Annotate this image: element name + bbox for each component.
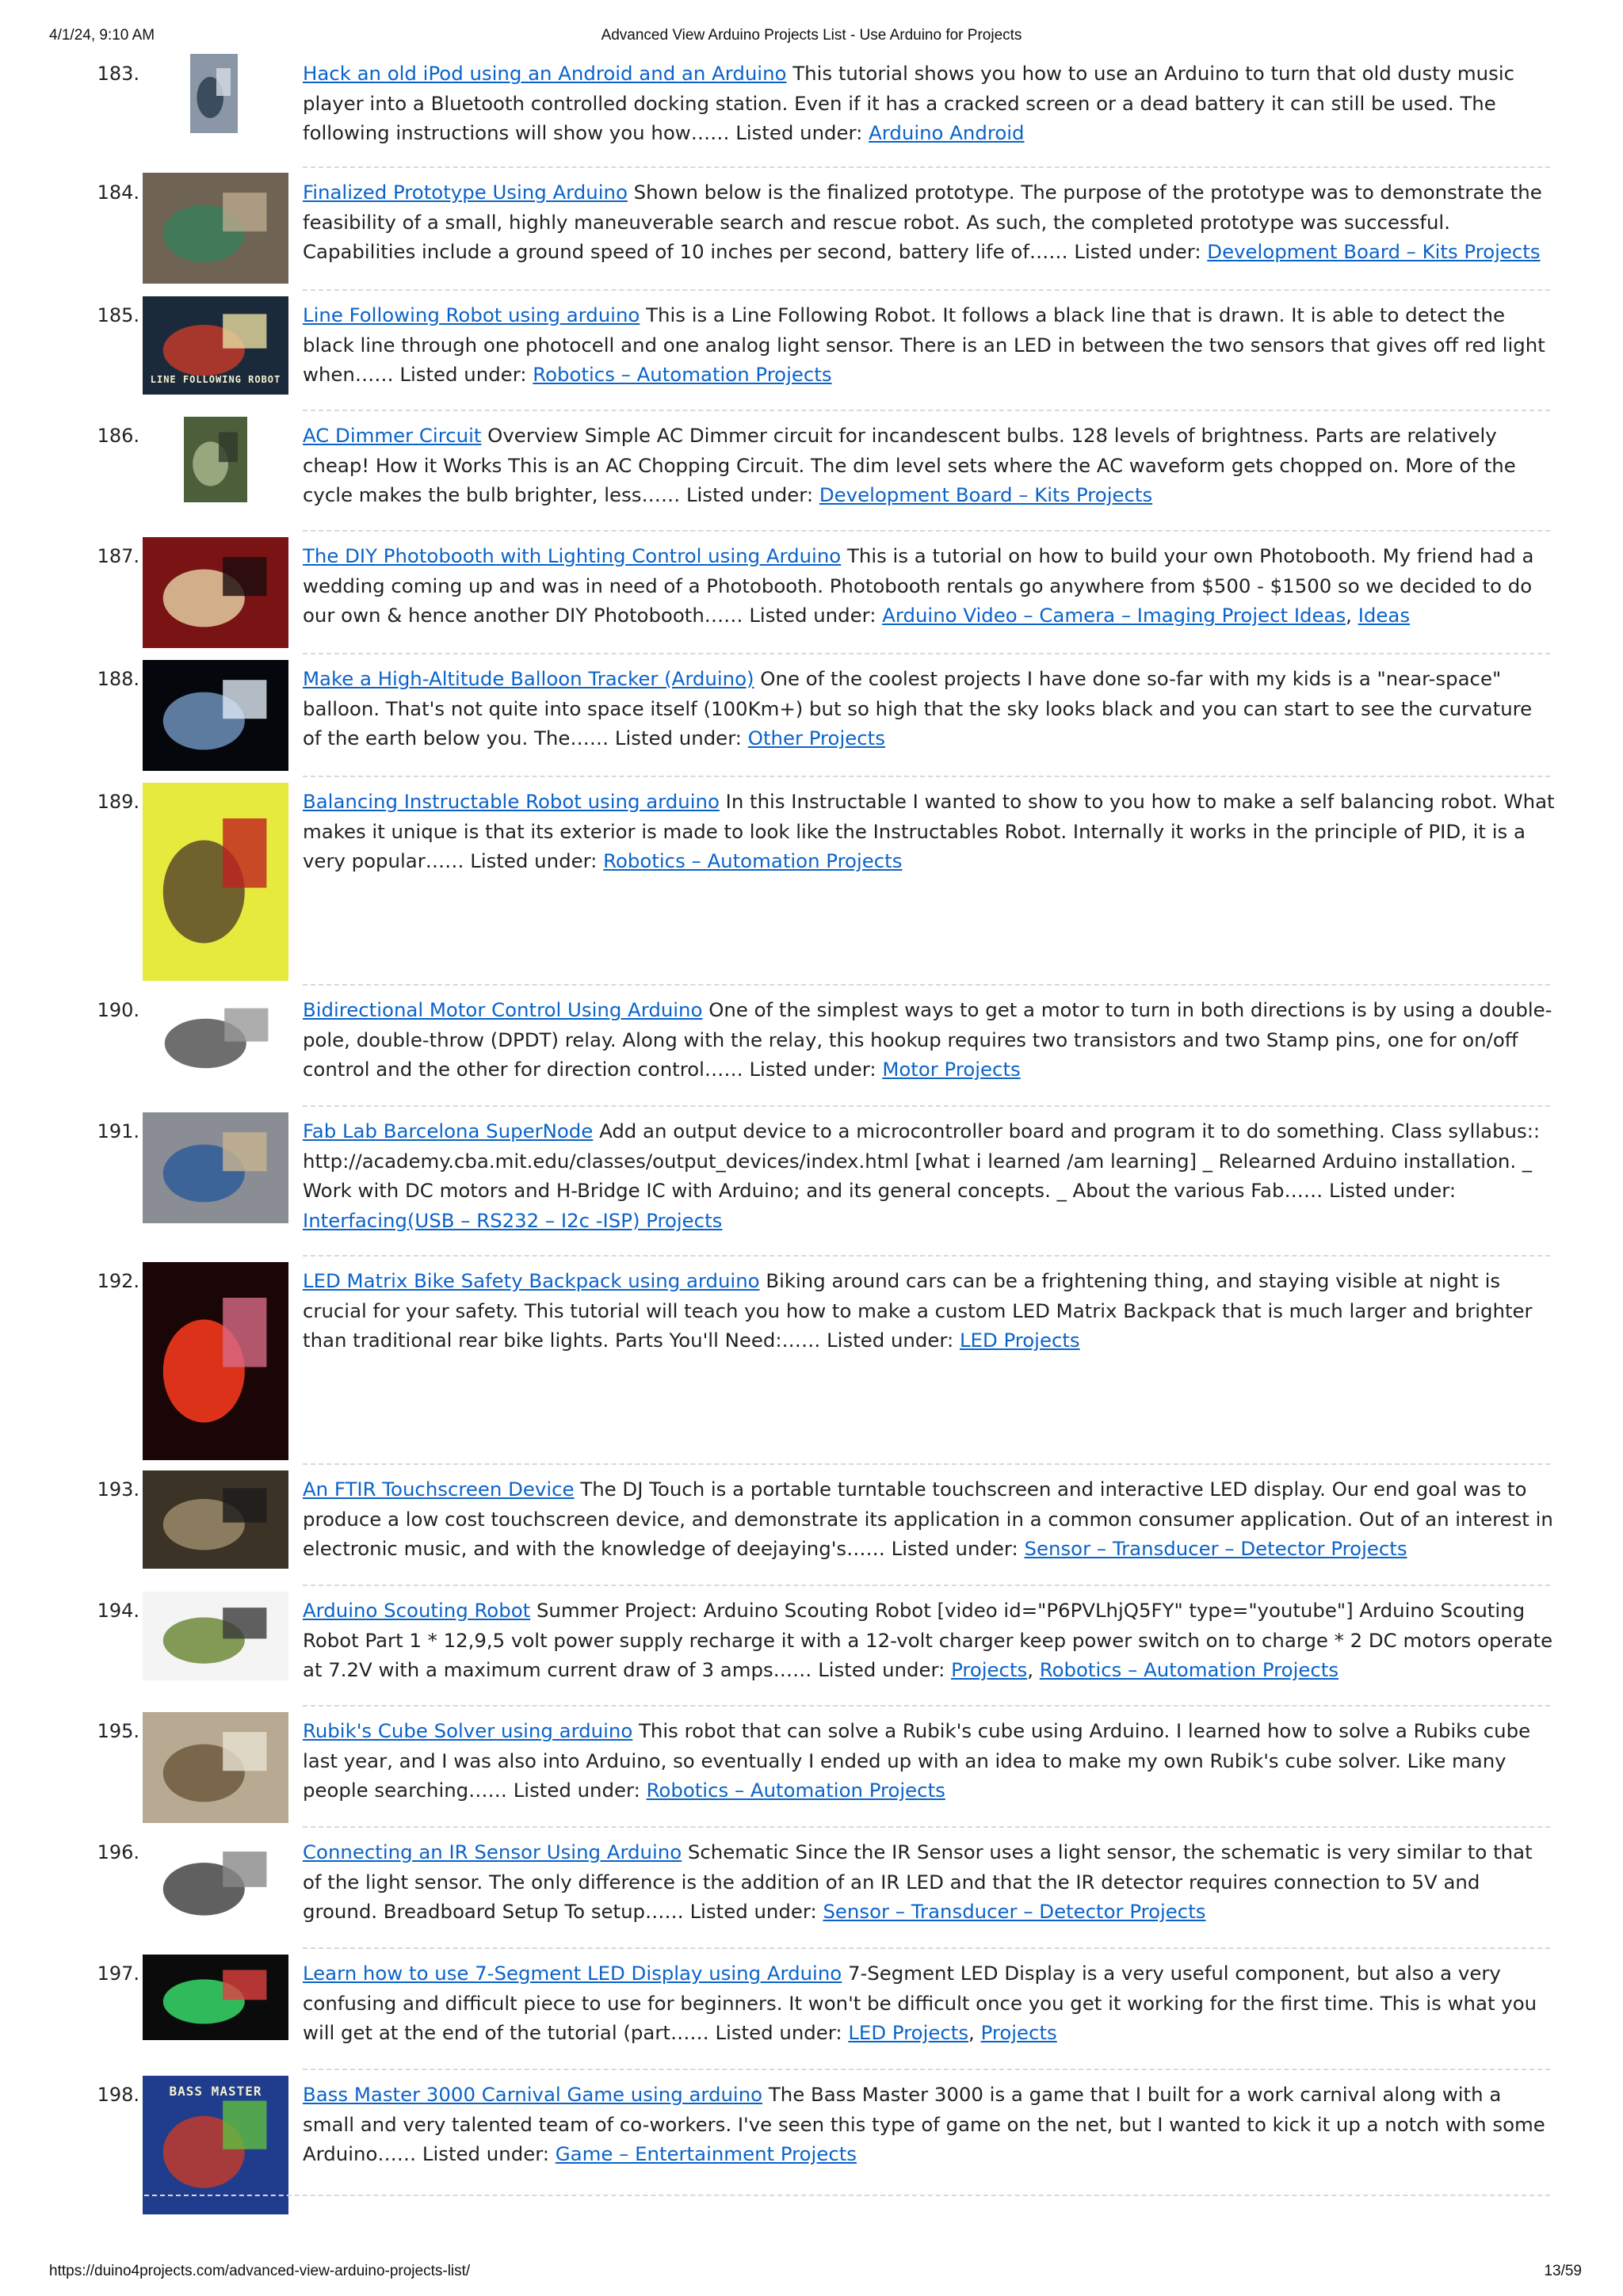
page-title: Advanced View Arduino Projects List - Use Arduino for Projects [601,27,1022,44]
project-description: Add an output device to a microcontroller board and program it to do something. Class syllabus:: http://academy.cba.mit.edu/classes/output_devices/index.html [what i learned /am learning] _ Relearned Arduino installation. _ Work with DC motors and H-Bridge IC with Arduino; and its general concepts. _ About the various Fab…… Listed under: [303,1119,1541,1203]
list-end-divider [144,2195,1550,2196]
item-divider [303,410,1550,411]
category-link[interactable]: Arduino Android [869,121,1025,145]
item-number: 185. [97,304,139,326]
category-link[interactable]: Ideas [1358,604,1411,627]
item-number: 186. [97,425,139,447]
thumbnail-photo [143,1955,288,2040]
project-title-link[interactable]: Make a High-Altitude Balloon Tracker (Arduino) [303,667,754,690]
project-thumbnail[interactable] [143,1833,288,1935]
thumbnail-photo [143,173,288,284]
item-number: 184. [97,181,139,204]
item-divider [303,1947,1550,1949]
category-link[interactable]: Motor Projects [882,1058,1021,1081]
thumbnail-photo [143,1262,288,1460]
item-text [303,1837,1555,1927]
item-number: 191. [97,1120,139,1142]
project-thumbnail[interactable] [143,1112,288,1223]
project-thumbnail[interactable] [143,173,288,284]
project-description: Schematic Since the IR Sensor uses a light sensor, the schematic is very similar to that of the light sensor. The only difference is the addition of an IR LED and that the IR detector requires connection to 5V and ground. Breadboard Setup To setup…… Listed under: [303,1840,1533,1924]
thumbnail-photo [143,783,288,981]
category-link[interactable]: Development Board – Kits Projects [1207,240,1541,264]
item-text [303,1716,1555,1806]
thumbnail-photo [143,537,288,648]
thumbnail-photo [190,54,238,133]
item-number: 183. [97,63,139,85]
thumbnail-photo [143,1470,288,1569]
item-number: 197. [97,1962,139,1985]
project-title-link[interactable]: Bidirectional Motor Control Using Arduino [303,998,703,1021]
thumbnail-photo [184,417,247,502]
item-text [303,1266,1555,1356]
project-title-link[interactable]: LED Matrix Bike Safety Backpack using arduino [303,1269,760,1292]
project-title-link[interactable]: Finalized Prototype Using Arduino [303,181,628,204]
category-link[interactable]: Sensor – Transducer – Detector Projects [1024,1537,1407,1561]
thumbnail-caption: LINE FOLLOWING ROBOT [150,374,281,385]
item-number: 192. [97,1270,139,1292]
category-link[interactable]: Projects [980,2021,1057,2045]
item-text [303,995,1555,1085]
category-link[interactable]: Robotics – Automation Projects [1039,1658,1339,1682]
category-separator: , [1346,604,1358,627]
project-description: One of the coolest projects I have done so-far with my kids is a "near-space" balloon. That's not quite into space itself (100Km+) but so high that the sky looks black and you can start to see the curvature of the earth below you. The…… Listed under: [303,667,1533,750]
page-number: 13/59 [1544,2263,1582,2279]
category-link[interactable]: Development Board – Kits Projects [819,483,1153,507]
project-thumbnail[interactable] [143,537,288,648]
project-thumbnail[interactable] [190,54,238,133]
item-divider [303,1826,1550,1828]
item-divider [303,653,1550,654]
project-title-link[interactable]: Line Following Robot using arduino [303,303,640,326]
project-thumbnail[interactable] [143,296,288,395]
category-link[interactable]: Other Projects [747,727,885,750]
thumbnail-photo [143,1592,288,1680]
item-number: 193. [97,1478,139,1501]
item-divider [303,530,1550,532]
item-text [303,177,1555,267]
item-text [303,1474,1555,1564]
item-divider [303,776,1550,777]
item-text [303,1116,1555,1235]
project-thumbnail[interactable] [143,1262,288,1460]
category-link[interactable]: Robotics – Automation Projects [646,1779,945,1802]
project-title-link[interactable]: Balancing Instructable Robot using arduino [303,790,720,813]
project-description: In this Instructable I wanted to show to you how to make a self balancing robot. What makes it unique is that its exterior is made to look like the Instructables Robot. Internally it works in the principle of PID, it is a very popular…… Listed under: [303,790,1555,873]
item-text [303,1596,1555,1685]
item-text [303,664,1555,753]
project-thumbnail[interactable] [143,1712,288,1823]
project-thumbnail[interactable] [143,1955,288,2040]
item-text [303,787,1555,876]
project-description: This tutorial shows you how to use an Arduino to turn that old dusty music player into a Bluetooth controlled docking station. Even if it has a cracked screen or a dead battery it can still be used. The following instructions will show you how…… Listed under: [303,62,1515,145]
category-link[interactable]: Projects [951,1658,1028,1682]
category-link[interactable]: LED Projects [959,1329,1080,1352]
category-link[interactable]: Interfacing(USB – RS232 – I2c -ISP) Projects [303,1208,723,1232]
item-text [303,541,1555,631]
thumbnail-photo [144,991,290,1086]
project-thumbnail[interactable] [184,417,247,502]
item-divider [303,289,1550,291]
project-thumbnail[interactable] [143,783,288,981]
item-number: 195. [97,1720,139,1742]
item-number: 190. [97,999,139,1021]
item-number: 196. [97,1841,139,1863]
category-link[interactable]: Arduino Video – Camera – Imaging Project Ideas [882,604,1346,627]
item-text [303,421,1555,510]
project-description: Summer Project: Arduino Scouting Robot [video id="P6PVLhjQ5FY" type="youtube"] Arduino Scouting Robot Part 1 * 12,9,5 volt power supply recharge it with a 12-volt charger keep power switch on to charge * 2 DC motors operate at 7.2V with a maximum current draw of 3 amps…… Listed under: [303,1599,1553,1682]
category-link[interactable]: Sensor – Transducer – Detector Projects [823,1900,1206,1924]
project-thumbnail[interactable] [143,1592,288,1680]
item-divider [303,1105,1550,1107]
category-link[interactable]: Robotics – Automation Projects [533,363,832,387]
project-description: One of the simplest ways to get a motor to turn in both directions is by using a double-pole, double-throw (DPDT) relay. Along with the relay, this hookup requires two transistors and two Stamp pins, one for on/off control and the other for direction control…… Listed under: [303,998,1552,1081]
thumbnail-photo [143,1833,288,1935]
category-link[interactable]: LED Projects [848,2021,969,2045]
item-text [303,2080,1555,2169]
project-description: The Bass Master 3000 is a game that I built for a work carnival along with a small and very talented team of co-workers. I've seen this type of game on the net, but I wanted to kick it up a notch with some Arduino…… Listed under: [303,2083,1545,2166]
project-title-link[interactable]: Bass Master 3000 Carnival Game using arduino [303,2083,763,2106]
category-separator: , [968,2021,981,2045]
project-thumbnail[interactable] [144,991,290,1086]
thumbnail-photo [143,1112,288,1223]
project-description: Overview Simple AC Dimmer circuit for incandescent bulbs. 128 levels of brightness. Parts are relatively cheap! How it Works This is an AC Chopping Circuit. The dim level sets where the AC waveform gets chopped on. More of the cycle makes the bulb brighter, less…… Listed under: [303,424,1516,507]
item-number: 198. [97,2084,139,2106]
item-divider [303,1255,1550,1257]
project-description: Biking around cars can be a frightening thing, and staying visible at night is crucial for your safety. This tutorial will teach you how to make a custom LED Matrix Backpack that is much larger and brighter than traditional rear bike lights. Parts You'll Need:…… Listed under: [303,1269,1533,1352]
thumbnail-photo [143,1712,288,1823]
category-link[interactable]: Robotics – Automation Projects [603,849,903,873]
item-divider [303,166,1550,168]
item-text [303,1958,1555,2048]
item-divider [303,2069,1550,2070]
project-title-link[interactable]: Learn how to use 7-Segment LED Display using Arduino [303,1962,842,1985]
project-description: The DJ Touch is a portable turntable touchscreen and interactive LED display. Our end goal was to produce a low cost touchscreen device, and demonstrate its application in a common consumer application. Out of an interest in electronic music, and with the knowledge of deejaying's…… Listed under: [303,1478,1553,1561]
item-number: 194. [97,1600,139,1622]
category-separator: , [1027,1658,1040,1682]
item-number: 187. [97,545,139,567]
project-thumbnail[interactable] [143,2076,288,2214]
project-description: This is a tutorial on how to build your own Photobooth. My friend had a wedding coming up and was in need of a Photobooth. Photobooth rentals go anywhere from $500 - $1500 so we decided to do our own & hence another DIY Photobooth…… Listed under: [303,544,1534,627]
page-url: https://duino4projects.com/advanced-view-arduino-projects-list/ [49,2263,471,2279]
project-title-link[interactable]: AC Dimmer Circuit [303,424,482,447]
item-divider [303,1585,1550,1586]
item-divider [303,1463,1550,1465]
item-text [303,300,1555,390]
item-divider [303,984,1550,986]
project-title-link[interactable]: Rubik's Cube Solver using arduino [303,1719,633,1742]
project-title-link[interactable]: Arduino Scouting Robot [303,1599,531,1622]
item-text [303,59,1555,148]
project-description: This is a Line Following Robot. It follows a black line that is drawn. It is able to detect the black line through one photocell and one analog light sensor. There is an LED in between the two sensors that gives off red light when…… Listed under: [303,303,1545,387]
project-title-link[interactable]: The DIY Photobooth with Lighting Control using Arduino [303,544,842,567]
thumbnail-photo [143,660,288,771]
item-number: 189. [97,791,139,813]
item-number: 188. [97,668,139,690]
project-title-link[interactable]: Connecting an IR Sensor Using Arduino [303,1840,682,1863]
project-description: 7-Segment LED Display is a very useful component, but also a very confusing and difficult piece to use for beginners. It won't be difficult once you get it working for the first time. This is what you will get at the end of the tutorial (part…… Listed under: [303,1962,1537,2045]
project-title-link[interactable]: An FTIR Touchscreen Device [303,1478,575,1501]
thumbnail-caption: BASS MASTER [169,2084,262,2099]
project-title-link[interactable]: Fab Lab Barcelona SuperNode [303,1119,594,1142]
category-link[interactable]: Game – Entertainment Projects [555,2142,857,2166]
print-datetime: 4/1/24, 9:10 AM [49,27,155,44]
project-title-link[interactable]: Hack an old iPod using an Android and an Arduino [303,62,787,85]
project-thumbnail[interactable] [143,660,288,771]
project-description: Shown below is the finalized prototype. The purpose of the prototype was to demonstrate the feasibility of a small, highly maneuverable search and rescue robot. As such, the completed prototype was successful. Capabilities include a ground speed of 10 inches per second, battery life of…… Listed under: [303,181,1542,264]
project-description: This robot that can solve a Rubik's cube using Arduino. I learned how to solve a Rubiks cube last year, and I was also into Arduino, so eventually I ended up with an idea to make my own Rubik's cube solver. Like many people searching…… Listed under: [303,1719,1531,1802]
project-thumbnail[interactable] [143,1470,288,1569]
item-divider [303,1705,1550,1707]
